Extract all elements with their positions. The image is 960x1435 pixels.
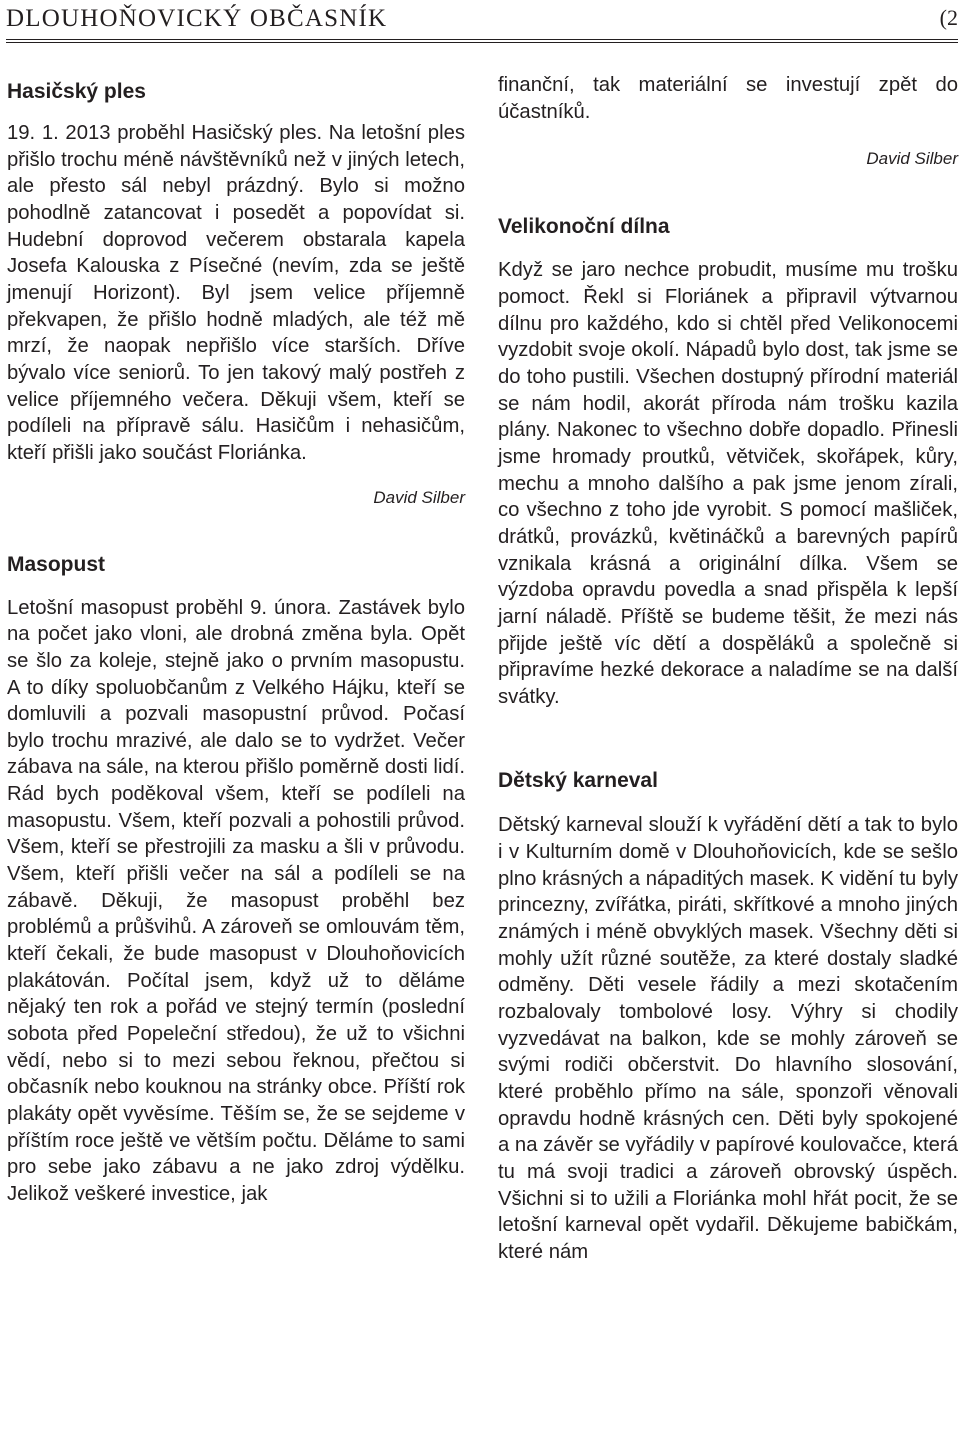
article-masopust bbox=[7, 552, 465, 1208]
article-detsky-karneval bbox=[498, 768, 958, 1265]
article-author: David Silber bbox=[373, 487, 465, 507]
article-velikonocni-dilna bbox=[498, 214, 958, 710]
article-body: Dětský karneval slouží k vyřádění dětí a tak to bylo i v Kulturním domě v Dlouhoňovicích, kde se sešlo plno krásných a nápaditých masek. K vidění tu byly princezny, zvířátka, piráti, skřítkové a mnoho jiných známých i méně obvyklých masek. Všechny děti si mohly užít různé soutěže, za které dostaly sladké odměny. Děti vesele řádily a mezi skotačením rozbalovaly tombolové losy. Výhry si chodily vyzvedávat na balkon, kde se mohly zároveň se svými rodiči občerstvit. Do hlavního slosování, které proběhlo přímo na sále, sponzoři věnovali opravdu hodně krásných cen. Děti byly spokojené a na závěr se vyřádily v papírové koulovačce, která tu má svoji tradici a zároveň obrovský úspěch. Všichni si to užili a Floriánka mohl hřát pocit, že se letošní karneval opět vydařil. Děkujeme babičkám, které nám bbox=[498, 814, 958, 1263]
article-body: 19. 1. 2013 proběhl Hasičský ples. Na letošní ples přišlo trochu méně návštěvníků než v jiných letech, ale přesto sál nebyl prázdný. Bylo si možno pohodlně zatancovat i posedět a popovídat si. Hudební doprovod večerem obstarala kapela Josefa Kalouska z Písečné (nevím, zda se ještě jmenují Horizont). Byl jsem velice příjemně překvapen, že přišlo hodně mladých, ale též mě mrzí, že naopak nepřišlo více starších. Dříve bývalo více seniorů. To jen takový malý postřeh z velice příjemného večera. Děkuji všem, kteří se podíleli na přípravě sálu. Hasičům i nehasičům, kteří přišli jako součást Floriánka. bbox=[7, 122, 465, 464]
article-body: Letošní masopust proběhl 9. února. Zastávek bylo na počet jako vloni, ale drobná změna byla. Opět se šlo za koleje, stejně jako o prvním masopustu. A to díky spoluobčanům z Velkého Hájku, kteří se domluvili a pozvali masopustní průvod. Počasí bylo trochu mrazivé, ale dalo se to vydržet. Večer zábava na sále, na kterou přišlo poměrně dosti lidí. Rád bych poděkoval všem, kteří se podíleli na masopustu. Všem, kteří pozvali a pohostili průvod. Všem, kteří se přestrojili za masku a šli v průvodu. Všem, kteří přišli večer na sál a podíleli se na zábavě. Děkuji, že masopust proběhl bez problémů a průšvihů. A zároveň se omlouvám těm, kteří čekali, že bude masopust v Dlouhoňovicích plakátován. Počítal jsem, když už to děláme nějaký ten rok a pořád ve stejný termín (poslední sobota před Popeleční středou), že už to všichni vědí, nebo si to mezi sebou řeknou, přečtou si občasník nebo kouknou na stránky obce. Příští rok plakáty opět vyvěsíme. Těším se, že se sejdeme v příštím roce ještě ve větším počtu. Děláme to sami pro sebe jako zábavu a ne jako zdroj výdělku. Jelikož veškeré investice, jak bbox=[7, 596, 465, 1205]
newsletter-title: DLOUHOŇOVICKÝ OBČASNÍK bbox=[6, 5, 388, 32]
article-heading: Masopust bbox=[7, 552, 106, 576]
article-heading: Velikonoční dílna bbox=[498, 215, 670, 239]
article-hasicsky-ples bbox=[7, 79, 465, 509]
article-heading: Hasičský ples bbox=[7, 80, 146, 103]
article-body: Když se jaro nechce probudit, musíme mu trošku pomoct. Řekl si Floriánek a připravil výtvarnou dílnu pro každého, kdo si chtěl před Velikonocemi vyzdobit svoje okolí. Nápadů bylo dost, tak jsme se do toho pustili. Všechen dostupný přírodní materiál se nám hodil, akorát příroda nám trošku kazila plány. Nakonec to všechno dobře dopadlo. Přinesli jsme hromady proutků, větviček, skořápek, kůry, mechu a mnoho dalšího a pak jsme jenom zírali, co všechno z toho jde vyrobit. S pomocí mašliček, drátků, provázků, květináčků a barevných papírů vznikala krásná a originální dílka. Všem se výzdoba opravdu povedla a snad přispěla k lepší jarní náladě. Příště se budeme těšit, že mezi nás přijde ještě víc dětí a dospěláků a společně si připravíme hezké dekorace a naladíme se na další svátky. bbox=[498, 259, 958, 708]
article-continuation: finanční, tak materiální se investují zpět do účastníků. bbox=[498, 74, 958, 123]
page-header bbox=[6, 0, 958, 38]
right-column bbox=[498, 72, 958, 1266]
header-rule bbox=[6, 39, 958, 43]
article-heading: Dětský karneval bbox=[498, 769, 658, 793]
article-author: David Silber bbox=[866, 149, 958, 169]
left-column bbox=[7, 60, 465, 1208]
page-number: (2 bbox=[939, 5, 958, 30]
